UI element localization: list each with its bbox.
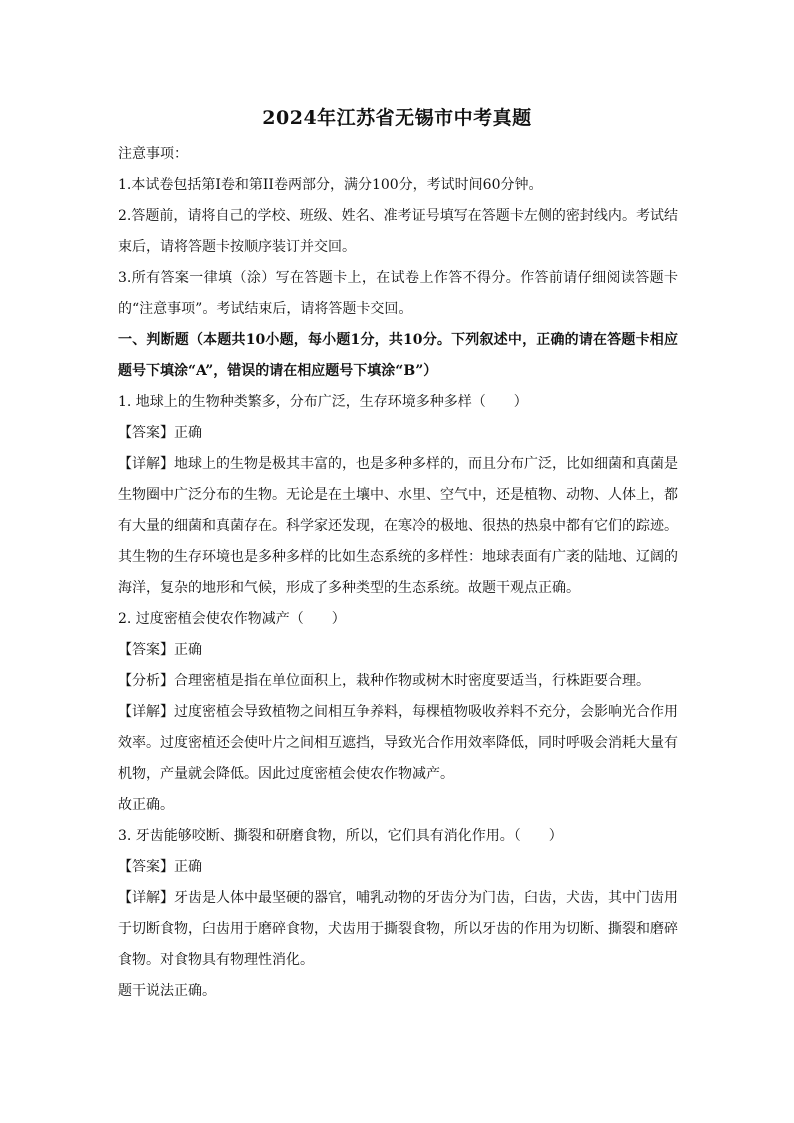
question-answer: 【答案】正确 xyxy=(118,425,202,441)
notice-item-2: 2.答题前，请将自己的学校、班级、姓名、准考证号填写在答题卡左侧的密封线内。考试结束后，请将答题卡按顺序装订并交回。 xyxy=(118,208,678,255)
question-stem: 1. 地球上的生物种类繁多，分布广泛，生存环境多种多样（ ） xyxy=(118,394,528,410)
question-stem: 2. 过度密植会使农作物减产（ ） xyxy=(118,611,346,627)
document-body xyxy=(118,139,678,1007)
question-stem: 3. 牙齿能够咬断、撕裂和研磨食物，所以，它们具有消化作用。（ ） xyxy=(118,828,563,844)
question-answer: 【答案】正确 xyxy=(118,859,202,875)
page-title: 2024年江苏省无锡市中考真题 xyxy=(262,107,532,129)
question-conclusion: 题干说法正确。 xyxy=(118,983,216,999)
notice-heading: 注意事项： xyxy=(118,146,188,162)
notice-item-1: 1.本试卷包括第I卷和第II卷两部分，满分100分，考试时间60分钟。 xyxy=(118,177,543,193)
question-detail: 【详解】地球上的生物是极其丰富的，也是多种多样的，而且分布广泛，比如细菌和真菌是生物圈中广泛分布的生物。无论是在土壤中、水里、空气中，还是植物、动物、人体上，都有大量的细菌和真菌存在。科学家还发现，在寒冷的极地、很热的热泉中都有它们的踪迹。其生物的生存环境也是多种多样的比如生态系统的多样性：地球表面有广袤的陆地、辽阔的海洋，复杂的地形和气候，形成了多种类型的生态系统。故题干观点正确。 xyxy=(118,456,678,596)
question-analysis: 【分析】合理密植是指在单位面积上，栽种作物或树木时密度要适当，行株距要合理。 xyxy=(118,673,650,689)
question-detail: 【详解】牙齿是人体中最坚硬的器官，哺乳动物的牙齿分为门齿，臼齿，犬齿，其中门齿用于切断食物，臼齿用于磨碎食物，犬齿用于撕裂食物，所以牙齿的作用为切断、撕裂和磨碎食物。对食物具有物理性消化。 xyxy=(118,890,678,968)
section-heading: 一、判断题（本题共10小题，每小题1分，共10分。下列叙述中，正确的请在答题卡相应题号下填涂“A”，错误的请在相应题号下填涂“B”） xyxy=(118,332,678,379)
question-conclusion: 故正确。 xyxy=(118,797,174,813)
question-answer: 【答案】正确 xyxy=(118,642,202,658)
question-detail: 【详解】过度密植会导致植物之间相互争养料，每棵植物吸收养料不充分，会影响光合作用效率。过度密植还会使叶片之间相互遮挡，导致光合作用效率降低，同时呼吸会消耗大量有机物，产量就会降低。因此过度密植会使农作物减产。 xyxy=(118,704,678,782)
question-3 xyxy=(118,821,678,1007)
question-1 xyxy=(118,387,678,604)
question-2 xyxy=(118,604,678,821)
notice-item-3: 3.所有答案一律填（涂）写在答题卡上，在试卷上作答不得分。作答前请仔细阅读答题卡的“注意事项”。考试结束后，请将答题卡交回。 xyxy=(118,270,678,317)
